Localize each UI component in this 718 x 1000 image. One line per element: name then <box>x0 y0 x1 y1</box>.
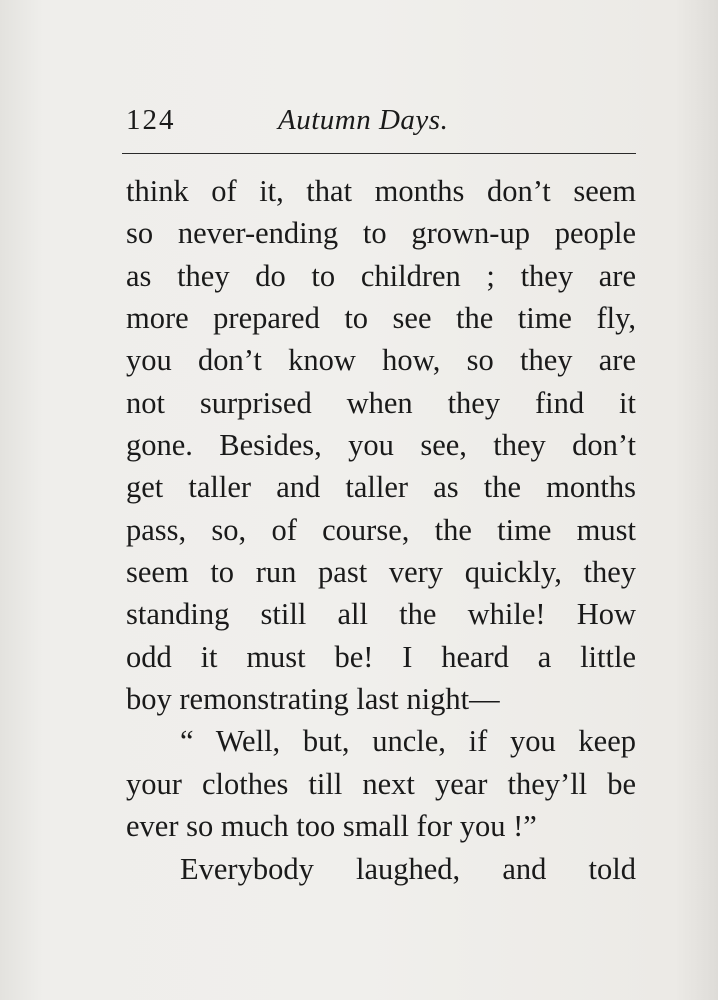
text-line: boy remonstrating last night— <box>126 682 500 717</box>
text-line: gone. Besides, you see, they don’t <box>126 428 636 463</box>
text-line: Everybody laughed, and told <box>180 851 636 886</box>
running-header <box>126 100 635 144</box>
text-line: as they do to children ; they are <box>126 258 636 293</box>
text-line: more prepared to see the time fly, <box>126 301 636 336</box>
text-line: odd it must be! I heard a little <box>126 639 636 674</box>
running-title: Autumn Days. <box>278 104 449 136</box>
text-line: ever so much too small for you !” <box>126 809 537 844</box>
body-text <box>126 170 636 890</box>
text-line: standing still all the while! How <box>126 597 636 632</box>
text-line: get taller and taller as the months <box>126 470 636 505</box>
text-line: your clothes till next year they’ll be <box>126 766 636 801</box>
text-line: “ Well, but, uncle, if you keep <box>180 724 636 759</box>
text-line: seem to run past very quickly, they <box>126 555 636 590</box>
page-number: 124 <box>126 104 176 136</box>
text-line: pass, so, of course, the time must <box>126 512 636 547</box>
text-line: you don’t know how, so they are <box>126 343 636 378</box>
text-line: so never-ending to grown-up people <box>126 216 636 251</box>
text-line: not surprised when they find it <box>126 385 636 420</box>
header-rule <box>122 153 636 154</box>
text-line: think of it, that months don’t seem <box>126 174 636 208</box>
